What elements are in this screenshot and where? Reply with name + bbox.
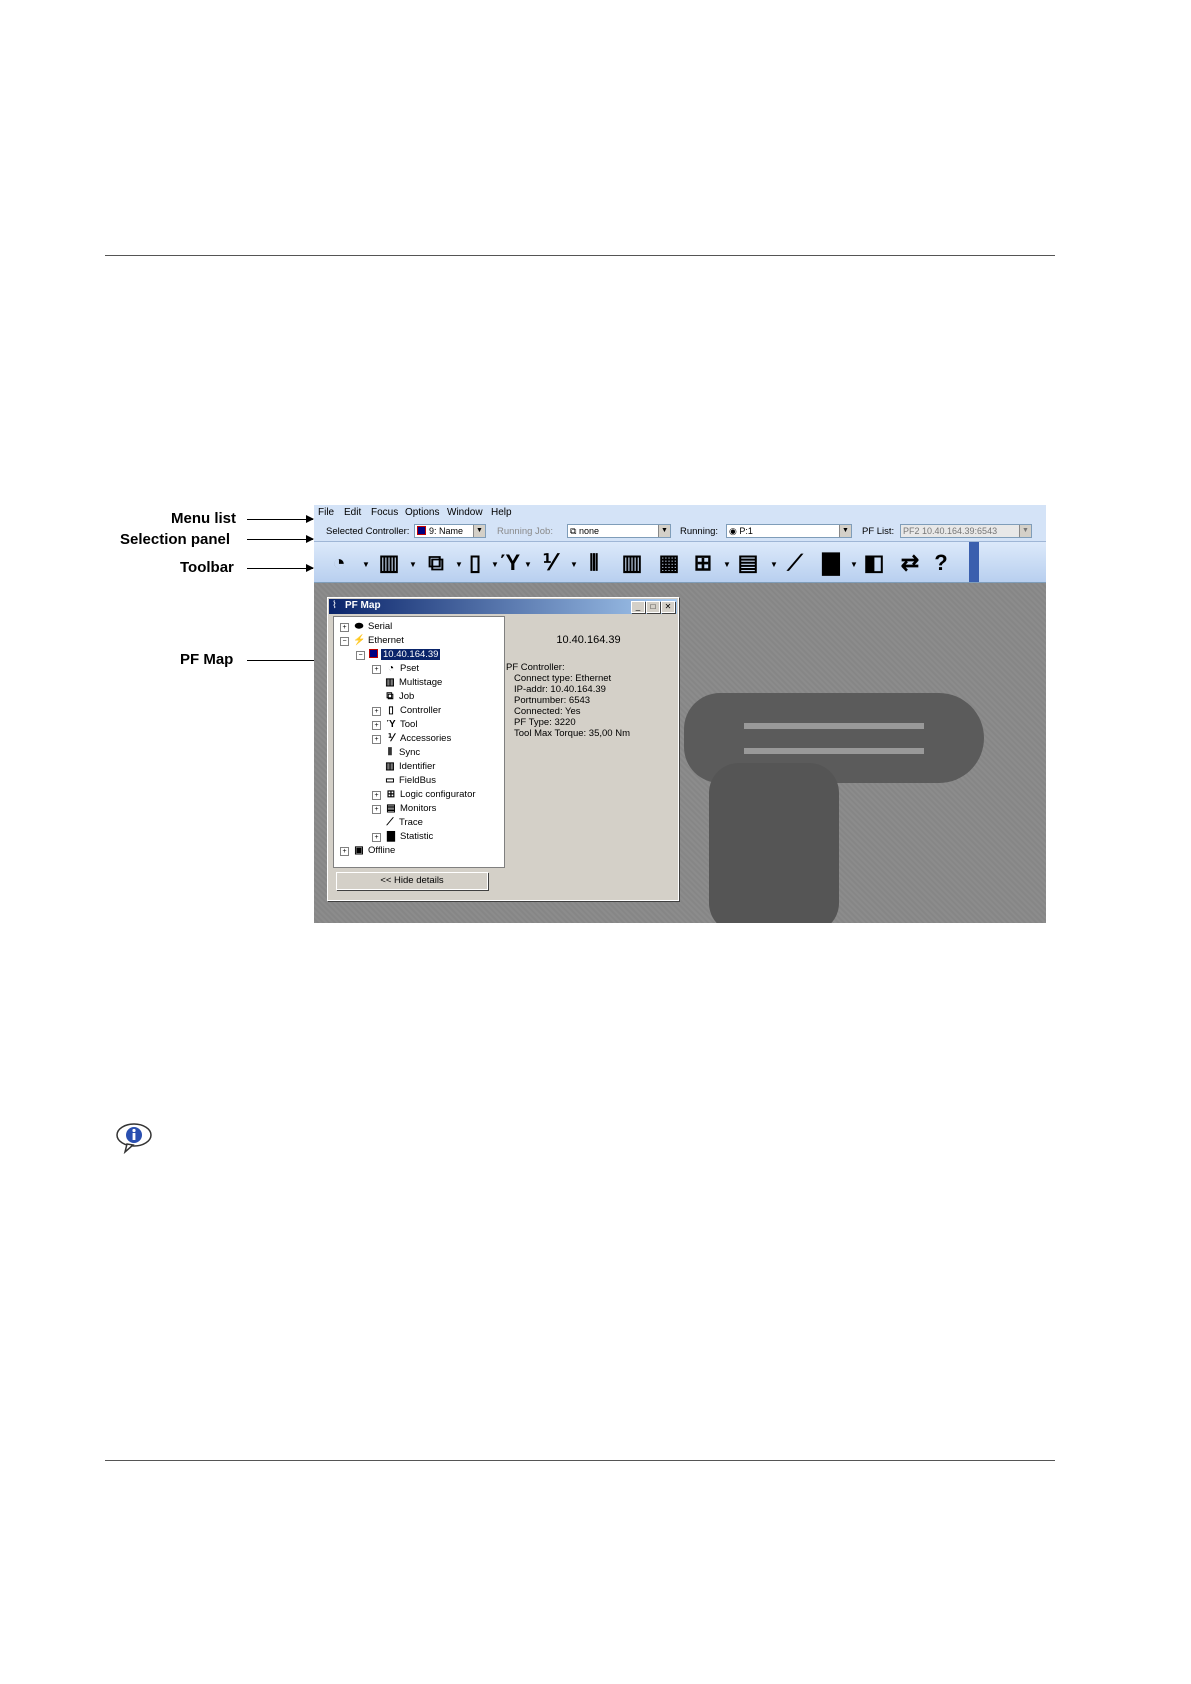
pf-list-label: PF List: [862,526,895,537]
running-combo[interactable] [726,524,852,538]
tree-node-pset[interactable]: + ◔ Pset [372,663,419,674]
sync-icon[interactable]: ⫴ [589,550,599,575]
multistage-icon[interactable]: ▥ [378,550,400,575]
detail-line: PF Type: 3220 [514,717,576,728]
tree-node-ethernet[interactable]: − ⚡ Ethernet [340,635,404,646]
menu-file[interactable]: File [318,507,335,518]
chevron-down-icon[interactable]: ▼ [658,525,670,537]
nutrunner-detail [744,723,924,729]
minimize-icon[interactable]: _ [631,601,645,613]
menu-options[interactable]: Options [405,507,440,518]
hide-details-button[interactable]: << Hide details [336,872,488,890]
pf-map-titlebar[interactable] [329,599,677,614]
running-job-value: none [578,526,599,536]
detail-line: Portnumber: 6543 [514,695,591,706]
chevron-down-icon[interactable]: ▼ [723,560,731,569]
chevron-down-icon[interactable]: ▼ [491,560,499,569]
application-window [314,505,1046,923]
controller-icon[interactable]: ▯ [468,550,482,575]
toolbar [314,542,1046,583]
ethernet-icon: ⚡ [353,635,366,646]
monitors-icon: ▤ [386,803,396,814]
tool-icon: Ύ [386,719,396,730]
expand-icon[interactable]: + [372,833,381,842]
controller-icon [417,526,426,535]
tree-node-statistic[interactable]: + ▇ Statistic [372,831,433,842]
accessories-icon[interactable]: ⅟ [542,550,556,575]
pf-map-window [327,597,679,901]
controller-icon [369,649,378,658]
selection-panel [314,521,1046,542]
tool-icon[interactable]: Ύ [499,550,521,575]
tree-node-controller-ip[interactable]: − 10.40.164.39 [356,649,440,660]
chevron-down-icon[interactable]: ▼ [409,560,417,569]
serial-icon: ⬬ [354,621,364,632]
tree-node-multistage[interactable]: ▥ Multistage [385,677,443,688]
identifier-icon: ▥ [385,761,395,772]
tree-node-tool[interactable]: + Ύ Tool [372,719,417,730]
job-icon[interactable]: ⧉ [428,550,444,575]
running-job-label: Running Job: [497,526,553,537]
arrow-selection-panel [247,539,313,540]
collapse-icon[interactable]: − [340,637,349,646]
statistic-icon[interactable]: ▇ [822,550,840,575]
expand-icon[interactable]: + [340,623,349,632]
pf-list-combo[interactable] [900,524,1032,538]
controller-icon: ▯ [388,705,394,716]
trace-icon[interactable]: ⟋ [787,550,803,575]
monitors-icon[interactable]: ▤ [737,550,759,575]
trace-icon: ⟋ [386,817,394,828]
tree-node-monitors[interactable]: + ▤ Monitors [372,803,436,814]
tree-node-trace[interactable]: ⟋ Trace [384,817,423,828]
collapse-icon[interactable]: − [356,651,365,660]
detail-ip-title: 10.40.164.39 [556,634,621,646]
expand-icon[interactable]: + [340,847,349,856]
offline-icon: ▣ [354,845,364,856]
detail-line: Tool Max Torque: 35,00 Nm [514,728,630,739]
menu-help[interactable]: Help [491,507,512,518]
nutrunner-detail [744,748,924,754]
tree-node-sync[interactable]: ⫴ Sync [384,747,420,758]
callout-menu-list: Menu list [171,510,237,527]
tree-node-accessories[interactable]: + ⅟ Accessories [372,733,451,744]
expand-icon[interactable]: + [372,665,381,674]
selected-controller-combo[interactable] [414,524,486,538]
tree-node-job[interactable]: ⧉ Job [384,691,414,702]
chevron-down-icon[interactable]: ▼ [362,560,370,569]
fieldbus-icon[interactable]: ▦ [658,550,680,575]
statistic-icon: ▇ [387,831,395,842]
menu-focus[interactable]: Focus [371,507,399,518]
info-icon [115,1122,153,1154]
tree-node-logic-configurator[interactable]: + ⊞ Logic configurator [372,789,476,800]
callout-pf-map: PF Map [180,651,234,668]
pset-icon[interactable]: ◔ [332,550,346,575]
multistage-icon: ▥ [385,677,395,688]
chevron-down-icon[interactable]: ▼ [839,525,851,537]
pf-list-value: PF2 10.40.164.39:6543 [903,526,998,536]
expand-icon[interactable]: + [372,707,381,716]
arrow-menu-list [247,519,313,520]
nutrunner-grip-image [709,763,839,923]
tree-node-identifier[interactable]: ▥ Identifier [385,761,436,772]
pf-map-window-icon: ⌇ [332,600,337,611]
menu-bar [314,505,1046,521]
job-icon: ⧉ [570,526,579,536]
toolbar-handle[interactable] [969,542,979,582]
exchange-icon[interactable]: ⇄ [900,550,920,575]
running-label: Running: [680,526,719,537]
tree-node-controller[interactable]: + ▯ Controller [372,705,441,716]
job-icon: ⧉ [386,691,394,702]
detail-heading: PF Controller: [506,662,565,673]
expand-icon[interactable]: + [372,721,381,730]
tree-node-fieldbus[interactable]: ▭ FieldBus [385,775,436,786]
footer-rule [105,1460,1055,1461]
fieldbus-icon: ▭ [385,775,395,786]
identifier-icon[interactable]: ▥ [621,550,643,575]
pset-icon: ◉ [729,526,740,536]
detail-line: IP-addr: 10.40.164.39 [514,684,606,695]
logic-icon: ⊞ [386,789,396,800]
selected-controller-value: 9: Name [429,526,464,536]
expand-icon[interactable]: + [372,735,381,744]
pf-map-title: PF Map [345,600,381,611]
report-icon[interactable]: ◧ [863,550,885,575]
close-icon[interactable]: ✕ [661,601,675,613]
tree-node-offline[interactable]: + ▣ Offline [340,845,395,856]
menu-edit[interactable]: Edit [344,507,362,518]
accessories-icon: ⅟ [388,733,394,744]
pf-map-details [506,616,671,866]
arrow-toolbar [247,568,313,569]
expand-icon[interactable]: + [372,791,381,800]
maximize-icon[interactable]: □ [646,601,660,613]
tree-node-serial[interactable]: + ⬬ Serial [340,621,392,632]
detail-line: Connect type: Ethernet [514,673,612,684]
chevron-down-icon[interactable]: ▼ [1019,525,1031,537]
header-rule [105,255,1055,256]
chevron-down-icon[interactable]: ▼ [570,560,578,569]
expand-icon[interactable]: + [372,805,381,814]
detail-line: Connected: Yes [514,706,581,717]
chevron-down-icon[interactable]: ▼ [850,560,858,569]
selected-controller-label: Selected Controller: [326,526,410,537]
running-value: P:1 [739,526,753,536]
logic-icon[interactable]: ⊞ [693,550,713,575]
callout-selection-panel: Selection panel [120,531,231,548]
running-job-combo[interactable] [567,524,671,538]
pf-map-tree [333,616,505,868]
chevron-down-icon[interactable]: ▼ [473,525,485,537]
chevron-down-icon[interactable]: ▼ [524,560,532,569]
chevron-down-icon[interactable]: ▼ [455,560,463,569]
help-icon[interactable]: ? [934,550,948,575]
menu-window[interactable]: Window [447,507,483,518]
callout-toolbar: Toolbar [180,559,234,576]
pset-icon: ◔ [387,663,395,674]
sync-icon: ⫴ [387,747,393,758]
chevron-down-icon[interactable]: ▼ [770,560,778,569]
